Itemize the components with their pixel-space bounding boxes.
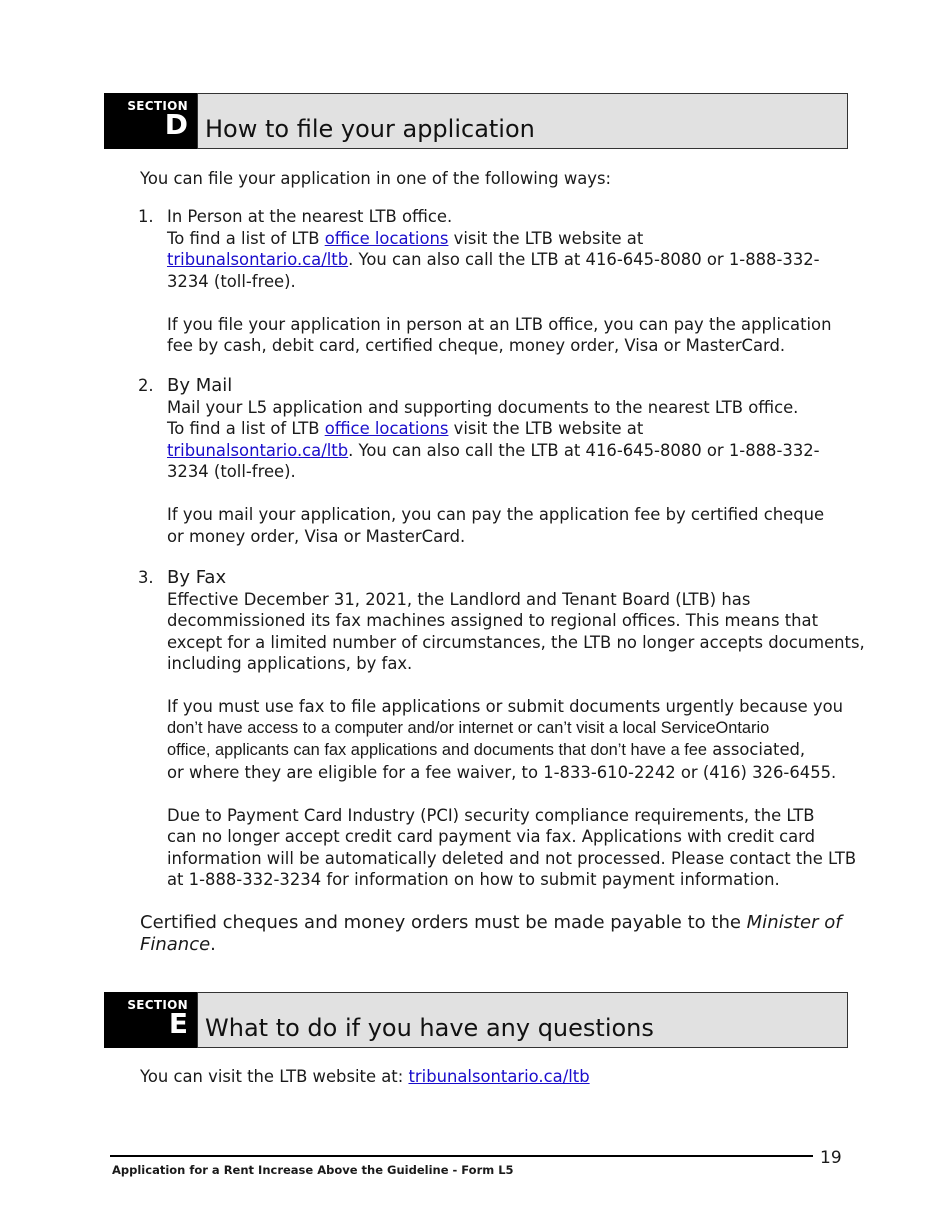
- section-label: SECTION: [127, 99, 188, 113]
- spacer: [167, 483, 824, 505]
- fax-p1-line-1: Effective December 31, 2021, the Landlord and Tenant Board (LTB) has: [167, 589, 751, 609]
- page-number: 19: [820, 1148, 842, 1168]
- visit-text: You can visit the LTB website at:: [140, 1067, 409, 1086]
- section-letter: E: [168, 1007, 188, 1040]
- fax-p2-line-4: or where they are eligible for a fee waiver, to 1-833-610-2242 or (416) 326-6455.: [167, 762, 837, 782]
- item-3-heading: By Fax: [167, 567, 227, 588]
- item-2-mail-line: Mail your L5 application and supporting documents to the nearest LTB office.: [167, 397, 799, 417]
- fax-p2-line-2: don’t have access to a computer and/or internet or can’t visit a local ServiceOntario: [167, 718, 770, 737]
- fax-p1-line-3: except for a limited number of circumstances, the LTB no longer accepts documents,: [167, 632, 865, 652]
- section-letter: D: [164, 108, 188, 141]
- fax-p1-line-4: including applications, by fax.: [167, 654, 413, 673]
- section-e-title: What to do if you have any questions: [205, 1014, 654, 1042]
- office-locations-link[interactable]: office locations: [324, 228, 449, 248]
- item-1-number: 1.: [138, 207, 154, 226]
- payable-line-1: [140, 912, 842, 934]
- find-text-post: visit the LTB website at: [448, 228, 644, 248]
- item-2-find-line: [167, 418, 824, 440]
- tribunals-link[interactable]: tribunalsontario.ca/ltb: [167, 250, 349, 269]
- fax-p3-line-4: at 1-888-332-3234 for information on how to submit payment information.: [167, 870, 780, 889]
- item-2-call-line: [167, 440, 824, 462]
- item-1-call-line: [167, 249, 831, 271]
- item-1-block: [167, 206, 831, 357]
- fax-p2-line-1: If you must use fax to file applications or submit documents urgently because you: [167, 697, 844, 716]
- fax-p1-line-2: decommissioned its fax machines assigned to regional offices. This means that: [167, 611, 819, 630]
- fax-p3-line-2: can no longer accept credit card payment via fax. Applications with credit card: [167, 827, 816, 846]
- fax-p2-line-3: [167, 739, 865, 762]
- payable-text: Certified cheques and money orders must be made payable to the: [140, 912, 747, 933]
- section-e-title-bar: [197, 992, 848, 1048]
- fax-p3-line-1: Due to Payment Card Industry (PCI) security compliance requirements, the LTB: [167, 805, 815, 825]
- section-label: SECTION: [127, 998, 188, 1012]
- fax-p2-line-3b: associated,: [707, 740, 806, 759]
- tribunals-link[interactable]: tribunalsontario.ca/ltb: [408, 1067, 590, 1086]
- item-2-block: [167, 375, 824, 547]
- payable-line-2: [140, 934, 842, 956]
- footer-form-title: Application for a Rent Increase Above the Guideline - Form L5: [112, 1163, 514, 1177]
- fax-p3-line-3: information will be automatically deleted and not processed. Please contact the LTB: [167, 848, 857, 868]
- section-d-title: How to file your application: [205, 115, 535, 143]
- spacer: [167, 292, 831, 314]
- item-1-heading: In Person at the nearest LTB office.: [167, 207, 453, 226]
- section-d-title-bar: [197, 93, 848, 149]
- find-text: To find a list of LTB: [167, 228, 325, 248]
- payable-italic-1: Minister of: [746, 912, 842, 933]
- item-2-heading: By Mail: [167, 375, 233, 396]
- payable-italic-2: Finance: [140, 934, 211, 955]
- payable-note: [140, 912, 842, 956]
- spacer: [167, 783, 865, 805]
- item-1-toll-free: 3234 (toll-free).: [167, 271, 296, 291]
- item-2-pay-line-2: or money order, Visa or MasterCard.: [167, 526, 466, 546]
- item-2-toll-free: 3234 (toll-free).: [167, 462, 296, 481]
- intro-text: You can file your application in one of the following ways:: [140, 169, 612, 188]
- call-text: . You can also call the LTB at 416-645-8080 or 1-888-332-: [348, 250, 820, 269]
- item-1-pay-line-2: fee by cash, debit card, certified cheque, money order, Visa or MasterCard.: [167, 336, 786, 355]
- section-e-header: [104, 992, 848, 1048]
- payable-end: .: [210, 934, 216, 955]
- find-text-post: visit the LTB website at: [448, 419, 644, 438]
- call-text: . You can also call the LTB at 416-645-8080 or 1-888-332-: [348, 440, 820, 460]
- item-3-number: 3.: [138, 568, 154, 587]
- footer-rule: [110, 1155, 813, 1157]
- office-locations-link[interactable]: office locations: [324, 419, 449, 438]
- find-text: To find a list of LTB: [167, 419, 325, 438]
- section-d-header: [104, 93, 848, 149]
- spacer: [167, 675, 865, 697]
- section-d-tag: [104, 93, 197, 149]
- section-e-tag: [104, 992, 197, 1048]
- tribunals-link[interactable]: tribunalsontario.ca/ltb: [167, 440, 349, 460]
- fax-p2-line-3a: office, applicants can fax applications and documents that don’t have a fee: [167, 741, 708, 759]
- visit-line: [140, 1066, 590, 1088]
- item-3-block: [167, 567, 865, 891]
- item-1-find-line: [167, 228, 831, 250]
- item-2-pay-line-1: If you mail your application, you can pay the application fee by certified cheque: [167, 505, 825, 524]
- item-2-number: 2.: [138, 376, 154, 395]
- item-1-pay-line-1: If you file your application in person at an LTB office, you can pay the application: [167, 314, 832, 334]
